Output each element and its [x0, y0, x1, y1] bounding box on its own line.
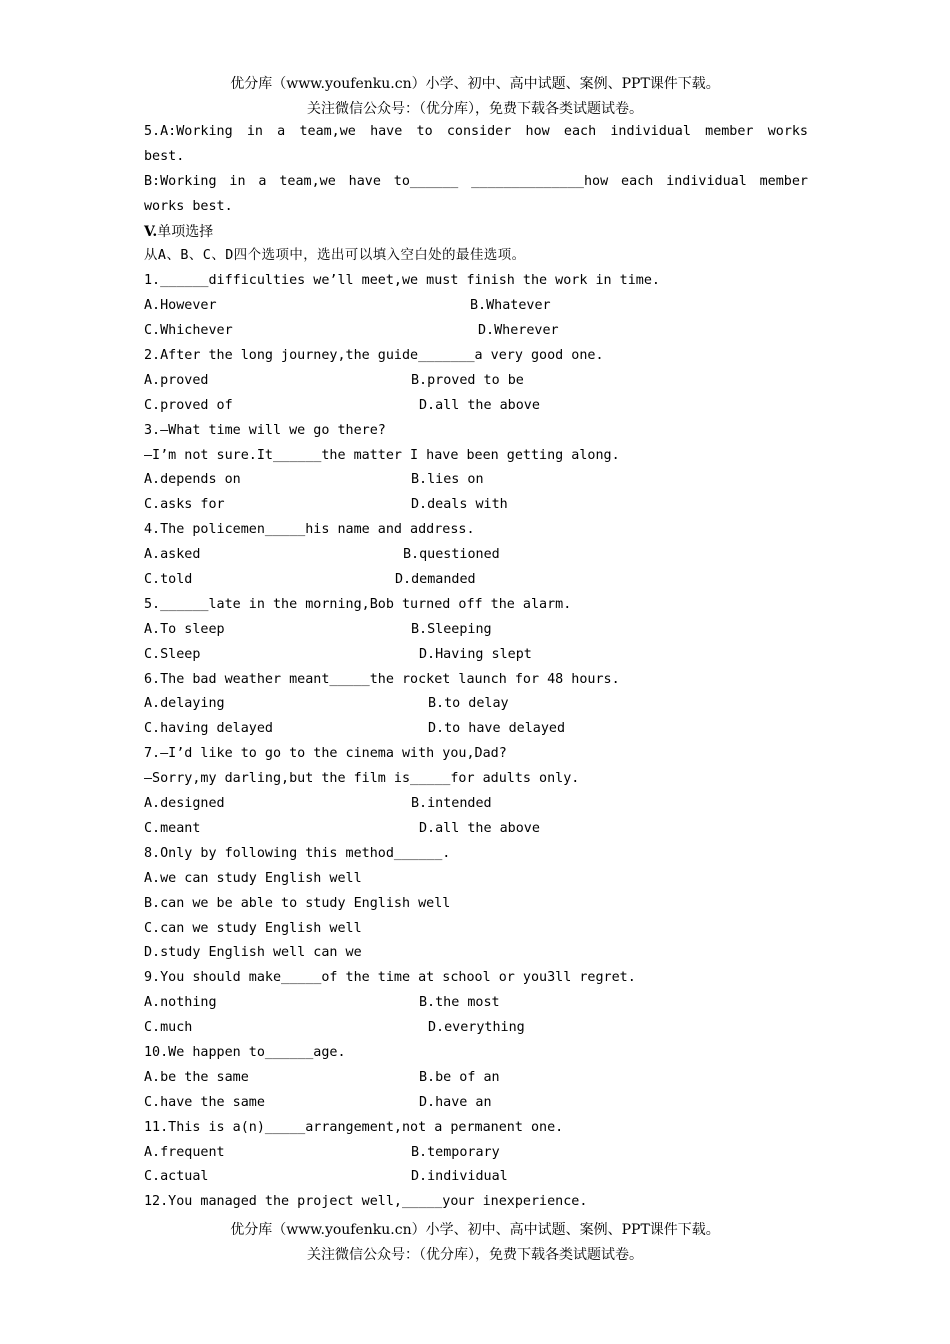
- option-a: A.delaying: [144, 696, 225, 712]
- option-a: A.asked: [144, 547, 201, 563]
- question-stem: 11.This is a(n)_____arrangement,not a permanent one.: [144, 1119, 564, 1135]
- option-d: D.demanded: [395, 572, 476, 588]
- option-c: C.proved of: [144, 397, 233, 413]
- option-d: D.Wherever: [478, 323, 559, 339]
- option-c: C.have the same: [144, 1094, 265, 1110]
- section-instruction: 从A、B、C、D四个选项中，选出可以填入空白处的最佳选项。: [144, 248, 526, 264]
- option-row: [144, 1141, 808, 1166]
- option-row: [144, 1091, 808, 1116]
- option-a: A.However: [144, 298, 217, 314]
- rewrite-sentence-b-line-2: works best.: [144, 198, 233, 214]
- option-a: A.proved: [144, 372, 209, 388]
- option-row: [144, 1016, 808, 1041]
- option-b: B.can we be able to study English well: [144, 895, 451, 911]
- option-b: B.to delay: [428, 696, 509, 712]
- question-stem: 2.After the long journey,the guide_______a very good one.: [144, 348, 604, 364]
- option-row: [144, 468, 808, 493]
- option-d: D.all the above: [419, 820, 540, 836]
- option-row: [144, 792, 808, 817]
- option-row: [144, 991, 808, 1016]
- rewrite-sentence-a-line-2: best.: [144, 148, 185, 164]
- option-d: D.all the above: [419, 397, 540, 413]
- option-row: [144, 394, 808, 419]
- option-c: C.Whichever: [144, 323, 233, 339]
- option-row: [144, 692, 808, 717]
- option-b: B.Sleeping: [411, 621, 492, 637]
- option-c: C.Sleep: [144, 646, 201, 662]
- question-stem: 7.—I’d like to go to the cinema with you,Dad?: [144, 746, 507, 762]
- question-stem: 3.—What time will we go there?: [144, 422, 386, 438]
- option-a: A.be the same: [144, 1069, 249, 1085]
- section-heading: [144, 220, 808, 245]
- option-d: D.study English well can we: [144, 945, 362, 961]
- option-a: A.nothing: [144, 995, 217, 1011]
- option-c: C.can we study English well: [144, 920, 362, 936]
- option-row: [144, 1165, 808, 1190]
- option-c: C.told: [144, 572, 193, 588]
- question-stem: 6.The bad weather meant_____the rocket launch for 48 hours.: [144, 671, 620, 687]
- question-stem: 5.______late in the morning,Bob turned off the alarm.: [144, 596, 572, 612]
- option-d: D.Having slept: [419, 646, 532, 662]
- option-b: B.temporary: [411, 1144, 500, 1160]
- header-line-2: 关注微信公众号：（优分库），免费下载各类试题试卷。: [307, 101, 643, 117]
- option-d: D.have an: [419, 1094, 492, 1110]
- option-a: A.designed: [144, 796, 225, 812]
- rewrite-sentence-a-line-1: 5.A:Working in a team,we have to consider how each individual member works: [144, 124, 808, 139]
- option-row: [144, 493, 808, 518]
- option-b: B.Whatever: [470, 298, 551, 314]
- question-content: [144, 120, 808, 1215]
- option-row: [144, 294, 808, 319]
- option-row: [144, 369, 808, 394]
- question-stem: 9.You should make_____of the time at school or you3ll regret.: [144, 970, 636, 986]
- rewrite-sentence-b-line-1: B:Working in a team,we have to______ ______________how each individual member: [144, 173, 808, 189]
- option-d: D.everything: [428, 1020, 525, 1036]
- option-b: B.proved to be: [411, 372, 524, 388]
- option-row: [144, 319, 808, 344]
- option-row: [144, 568, 808, 593]
- option-a: A.frequent: [144, 1144, 225, 1160]
- section-numeral: V.: [144, 223, 158, 240]
- question-stem: 12.You managed the project well,_____your inexperience.: [144, 1194, 588, 1210]
- header-line-1: 优分库（www.youfenku.cn）小学、初中、高中试题、案例、PPT课件下载。: [230, 76, 720, 92]
- question-stem: 4.The policemen_____his name and address.: [144, 522, 475, 538]
- option-b: B.intended: [411, 796, 492, 812]
- option-a: A.depends on: [144, 472, 241, 488]
- option-c: C.actual: [144, 1169, 209, 1185]
- option-row: [144, 1066, 808, 1091]
- option-b: B.lies on: [411, 472, 484, 488]
- option-d: D.to have delayed: [428, 721, 566, 737]
- section-title: 单项选择: [157, 223, 214, 240]
- question-stem: 8.Only by following this method______.: [144, 845, 451, 861]
- option-c: C.asks for: [144, 497, 225, 513]
- question-stem-line-2: —Sorry,my darling,but the film is_____for adults only.: [144, 771, 580, 787]
- question-stem: 1.______difficulties we’ll meet,we must finish the work in time.: [144, 273, 660, 289]
- option-d: D.deals with: [411, 497, 508, 513]
- option-a: A.we can study English well: [144, 870, 362, 886]
- option-b: B.the most: [419, 995, 500, 1011]
- option-b: B.questioned: [403, 547, 500, 563]
- option-row: [144, 543, 808, 568]
- option-d: D.individual: [411, 1169, 508, 1185]
- option-c: C.having delayed: [144, 721, 273, 737]
- option-row: [144, 618, 808, 643]
- footer-line-1: 优分库（www.youfenku.cn）小学、初中、高中试题、案例、PPT课件下载。: [230, 1222, 720, 1238]
- option-c: C.meant: [144, 820, 201, 836]
- option-row: [144, 817, 808, 842]
- question-stem: 10.We happen to______age.: [144, 1044, 346, 1060]
- option-row: [144, 717, 808, 742]
- question-stem-line-2: —I’m not sure.It______the matter I have been getting along.: [144, 447, 620, 463]
- option-a: A.To sleep: [144, 621, 225, 637]
- option-row: [144, 643, 808, 668]
- option-c: C.much: [144, 1020, 193, 1036]
- footer-line-2: 关注微信公众号：（优分库），免费下载各类试题试卷。: [307, 1247, 643, 1263]
- option-b: B.be of an: [419, 1069, 500, 1085]
